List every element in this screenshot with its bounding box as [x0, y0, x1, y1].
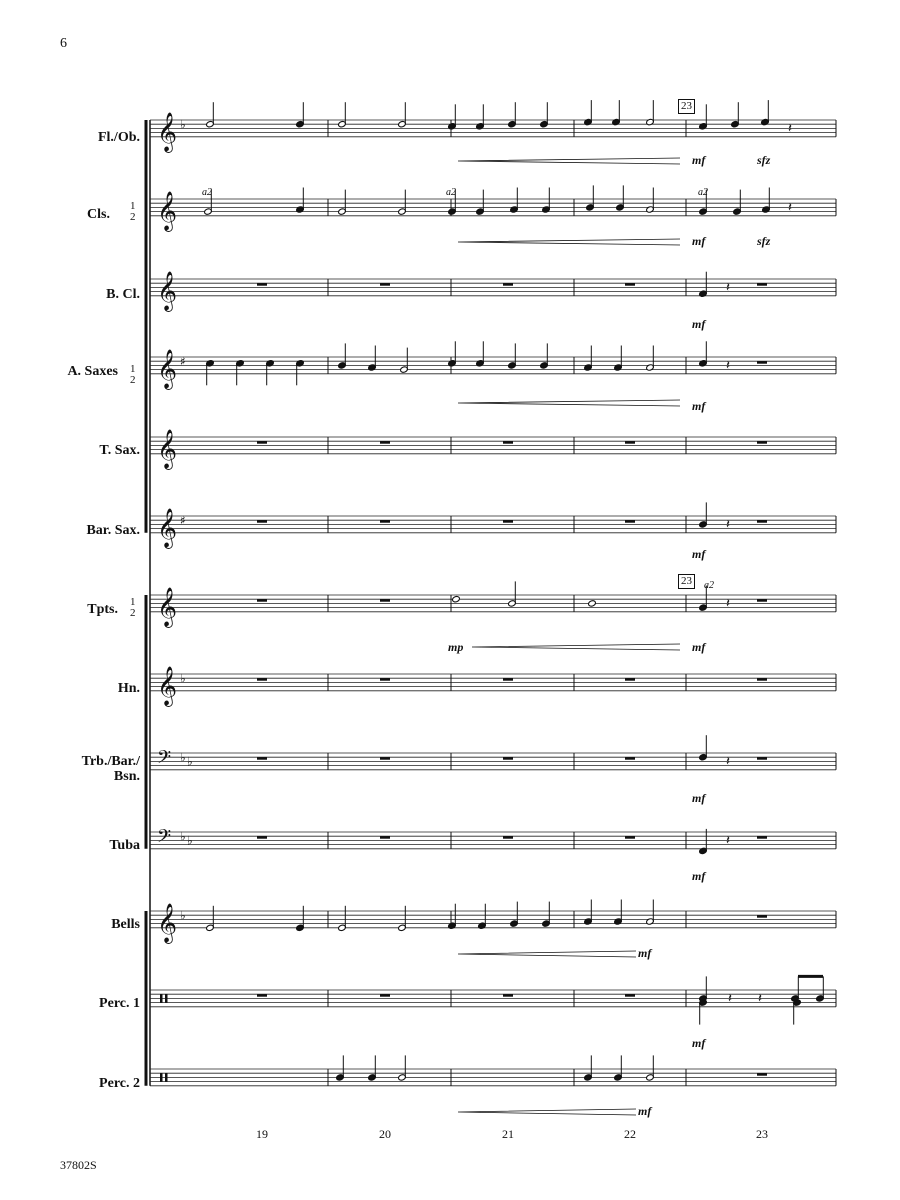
quarter-rest: 𝄽: [788, 200, 792, 216]
treble-clef: 𝄞: [157, 348, 178, 389]
whole-rest: [757, 599, 767, 602]
crescendo-hairpin: [458, 1109, 636, 1115]
treble-clef: 𝄞: [157, 270, 178, 311]
label-perc2: Perc. 2: [99, 1076, 140, 1091]
key-signature: ♭: [180, 829, 186, 844]
dynamic-mf: mf: [692, 547, 706, 561]
label-trb: Trb./Bar./ Bsn.: [81, 754, 140, 784]
label-bar-sax: Bar. Sax.: [86, 523, 140, 538]
whole-rest: [257, 520, 267, 523]
treble-clef: 𝄞: [157, 190, 178, 231]
whole-rest: [380, 757, 390, 760]
key-signature: ♭: [180, 671, 186, 686]
key-signature: ♯: [180, 354, 186, 369]
rehearsal-mark-top: 23: [678, 99, 695, 114]
treble-clef: 𝄞: [157, 111, 178, 152]
whole-rest: [625, 757, 635, 760]
parts-tpts: 1 2: [130, 596, 136, 619]
a2-marking: a2: [698, 187, 708, 198]
quarter-rest: 𝄽: [726, 517, 730, 533]
whole-rest: [757, 678, 767, 681]
whole-rest: [380, 283, 390, 286]
whole-rest: [757, 361, 767, 364]
quarter-rest: 𝄽: [726, 754, 730, 770]
whole-rest: [503, 520, 513, 523]
whole-rest: [625, 520, 635, 523]
dynamic-mp: mp: [448, 640, 464, 654]
bass-clef: 𝄢: [157, 826, 172, 852]
dynamic-mf: mf: [692, 153, 706, 167]
treble-clef: 𝄞: [157, 902, 178, 943]
whole-rest: [757, 757, 767, 760]
crescendo-hairpin: [458, 239, 680, 245]
catalog-code: 37802S: [60, 1158, 97, 1172]
whole-rest: [757, 1073, 767, 1076]
page-number: 6: [60, 36, 67, 51]
bass-clef: 𝄢: [157, 747, 172, 773]
percussion-clef: [160, 994, 163, 1002]
key-signature: ♭: [187, 833, 193, 848]
whole-rest: [503, 678, 513, 681]
measure-number-20: 20: [379, 1127, 391, 1141]
whole-rest: [380, 441, 390, 444]
whole-rest: [257, 836, 267, 839]
whole-rest: [257, 283, 267, 286]
whole-rest: [380, 994, 390, 997]
label-a-saxes: A. Saxes: [67, 364, 118, 379]
dynamic-mf: mf: [692, 869, 706, 883]
percussion-clef: [165, 1073, 168, 1081]
whole-rest: [625, 441, 635, 444]
whole-rest: [503, 441, 513, 444]
whole-rest: [380, 836, 390, 839]
dynamic-sfz: sfz: [757, 234, 771, 248]
key-signature: ♭: [187, 754, 193, 769]
quarter-rest: 𝄽: [726, 833, 730, 849]
dynamic-sfz: sfz: [757, 153, 771, 167]
whole-rest: [757, 915, 767, 918]
measure-number-23: 23: [756, 1127, 768, 1141]
quarter-rest: 𝄽: [758, 991, 762, 1007]
measure-number-19: 19: [256, 1127, 268, 1141]
label-tuba: Tuba: [109, 838, 140, 853]
label-fl-ob: Fl./Ob.: [97, 130, 140, 145]
crescendo-hairpin: [458, 400, 680, 406]
whole-rest: [257, 441, 267, 444]
whole-rest: [503, 836, 513, 839]
whole-rest: [625, 994, 635, 997]
key-signature: ♭: [180, 117, 186, 132]
label-t-sax: T. Sax.: [99, 443, 140, 458]
whole-rest: [625, 283, 635, 286]
whole-rest: [625, 836, 635, 839]
treble-clef: 𝄞: [157, 507, 178, 548]
label-b-cl: B. Cl.: [106, 287, 140, 302]
label-tpts: Tpts.: [87, 602, 118, 617]
whole-rest: [380, 678, 390, 681]
whole-rest: [757, 283, 767, 286]
label-perc1: Perc. 1: [99, 996, 140, 1011]
quarter-rest: 𝄽: [788, 121, 792, 137]
crescendo-hairpin: [472, 644, 680, 650]
a2-marking: a2: [202, 187, 212, 198]
notehead: [588, 600, 597, 607]
percussion-clef: [165, 994, 168, 1002]
label-hn: Hn.: [117, 681, 140, 696]
treble-clef: 𝄞: [157, 428, 178, 469]
treble-clef: 𝄞: [157, 665, 178, 706]
whole-rest: [757, 836, 767, 839]
label-bells: Bells: [111, 917, 140, 932]
dynamic-mf: mf: [692, 399, 706, 413]
label-cls: Cls.: [87, 207, 110, 222]
notehead: [452, 596, 461, 603]
parts-cls: 1 2: [130, 200, 136, 223]
parts-a-saxes: 1 2: [130, 363, 136, 386]
quarter-rest: 𝄽: [726, 358, 730, 374]
dynamic-mf: mf: [692, 317, 706, 331]
whole-rest: [503, 283, 513, 286]
whole-rest: [757, 441, 767, 444]
whole-rest: [257, 678, 267, 681]
key-signature: ♯: [180, 513, 186, 528]
dynamic-mf: mf: [638, 946, 652, 960]
percussion-clef: [160, 1073, 163, 1081]
dynamic-mf: mf: [638, 1104, 652, 1118]
key-signature: ♭: [180, 750, 186, 765]
treble-clef: 𝄞: [157, 586, 178, 627]
dynamic-mf: mf: [692, 234, 706, 248]
whole-rest: [625, 678, 635, 681]
a2-marking: a2: [446, 187, 456, 198]
a2-marking: a2: [704, 580, 714, 591]
dynamic-mf: mf: [692, 640, 706, 654]
dynamic-mf: mf: [692, 791, 706, 805]
whole-rest: [757, 520, 767, 523]
rehearsal-mark-brass: 23: [678, 574, 695, 589]
quarter-rest: 𝄽: [726, 596, 730, 612]
whole-rest: [503, 757, 513, 760]
key-signature: ♭: [180, 908, 186, 923]
measure-number-22: 22: [624, 1127, 636, 1141]
whole-rest: [503, 994, 513, 997]
quarter-rest: 𝄽: [728, 991, 732, 1007]
measure-number-21: 21: [502, 1127, 514, 1141]
whole-rest: [257, 994, 267, 997]
whole-rest: [257, 757, 267, 760]
whole-rest: [380, 520, 390, 523]
whole-rest: [380, 599, 390, 602]
crescendo-hairpin: [458, 951, 636, 957]
crescendo-hairpin: [458, 158, 680, 164]
dynamic-mf: mf: [692, 1036, 706, 1050]
whole-rest: [257, 599, 267, 602]
quarter-rest: 𝄽: [726, 280, 730, 296]
